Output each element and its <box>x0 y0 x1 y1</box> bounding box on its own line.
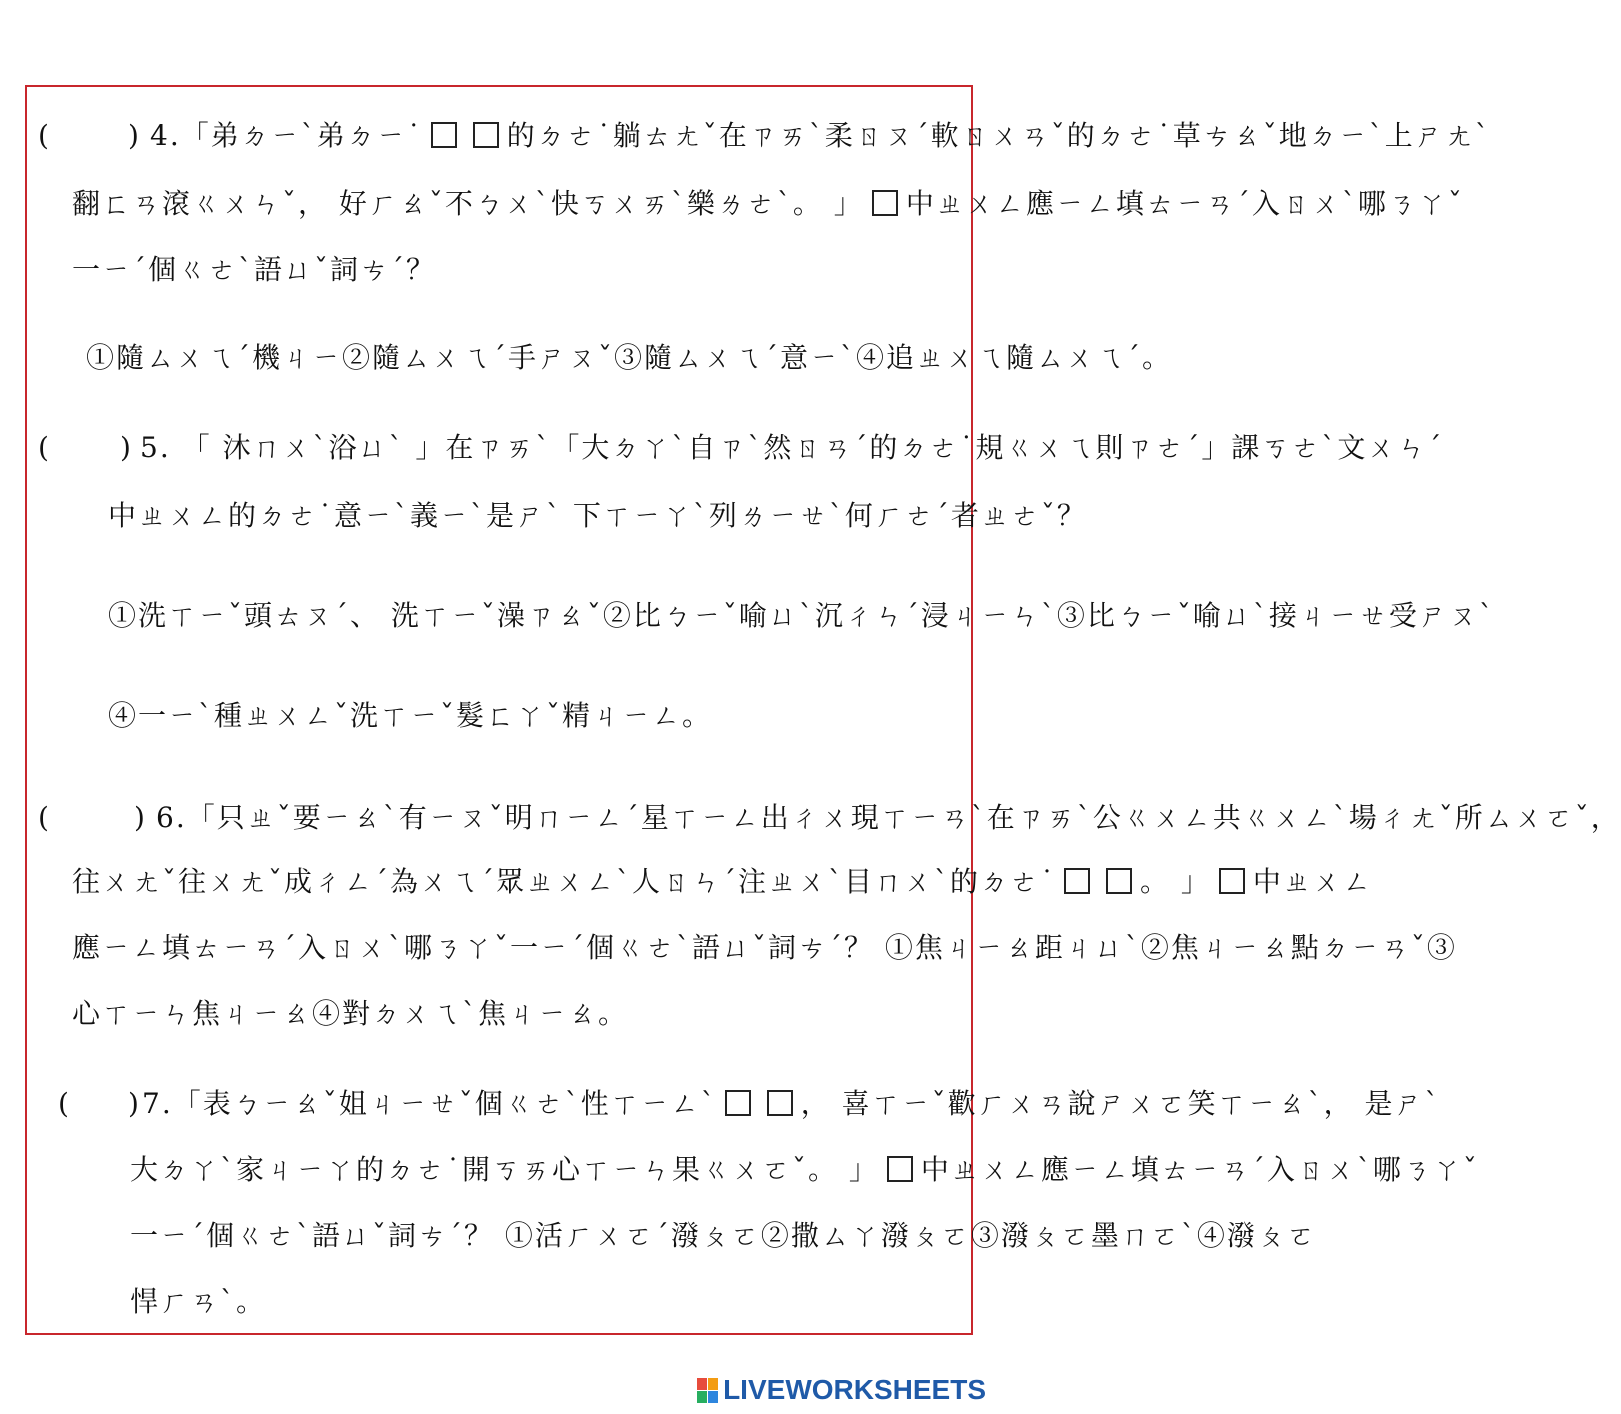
question-text: 的ㄉㄜ˙躺ㄊㄤˇ在ㄗㄞˋ柔ㄖㄡˊ軟ㄖㄨㄢˇ的ㄉㄜ˙草ㄘㄠˇ地ㄉㄧˋ上ㄕㄤˋ <box>506 119 1491 152</box>
question-text: 中ㄓㄨㄥ應ㄧㄥ填ㄊㄧㄢˊ入ㄖㄨˋ哪ㄋㄚˇ <box>905 187 1464 220</box>
answer-paren-open: ( <box>38 431 49 464</box>
blank-box <box>872 190 898 216</box>
question-text: 一ㄧˊ個ㄍㄜˋ語ㄩˇ詞ㄘˊ？ <box>72 253 437 286</box>
question-text: 悍ㄏㄢˋ。 <box>130 1285 267 1318</box>
answer-options: ④一ㄧˋ種ㄓㄨㄥˇ洗ㄒㄧˇ髮ㄈㄚˇ精ㄐㄧㄥ。 <box>108 699 713 732</box>
answer-paren-close[interactable]: ) <box>128 119 139 152</box>
answer-paren-close[interactable]: ) <box>134 801 145 834</box>
blank-box <box>767 1090 793 1116</box>
answer-paren-close[interactable]: ) <box>120 431 131 464</box>
question-text: 一ㄧˊ個ㄍㄜˋ語ㄩˇ詞ㄘˊ？ ①活ㄏㄨㄛˊ潑ㄆㄛ②撒ㄙㄚ潑ㄆㄛ③潑ㄆㄛ墨ㄇㄛˋ④潑ㄆㄛ <box>130 1219 1317 1252</box>
answer-options: ①隨ㄙㄨㄟˊ機ㄐㄧ②隨ㄙㄨㄟˊ手ㄕㄡˇ③隨ㄙㄨㄟˊ意ㄧˋ④追ㄓㄨㄟ隨ㄙㄨㄟˊ。 <box>86 341 1173 374</box>
blank-box <box>1219 868 1245 894</box>
liveworksheets-logo-icon <box>697 1376 719 1404</box>
blank-box <box>431 122 457 148</box>
question-text: 4.「弟ㄉㄧˋ弟ㄉㄧ˙ <box>150 119 423 152</box>
question-text: 7.「表ㄅㄧㄠˇ姐ㄐㄧㄝˇ個ㄍㄜˋ性ㄒㄧㄥˋ <box>142 1087 717 1120</box>
answer-paren-open: ( <box>38 119 49 152</box>
question-text: 往ㄨㄤˇ往ㄨㄤˇ成ㄔㄥˊ為ㄨㄟˊ眾ㄓㄨㄥˋ人ㄖㄣˊ注ㄓㄨˋ目ㄇㄨˋ的ㄉㄜ˙ <box>72 865 1057 898</box>
question-text: 應ㄧㄥ填ㄊㄧㄢˊ入ㄖㄨˋ哪ㄋㄚˇ一ㄧˊ個ㄍㄜˋ語ㄩˇ詞ㄘˊ？ ①焦ㄐㄧㄠ距ㄐㄩˋ②焦ㄐㄧㄠ點ㄉㄧㄢˇ③ <box>72 931 1457 964</box>
question-text: 中ㄓㄨㄥ <box>1252 865 1373 898</box>
question-text: 5. 「 沐ㄇㄨˋ浴ㄩˋ 」在ㄗㄞˋ「大ㄉㄚˋ自ㄗˋ然ㄖㄢˊ的ㄉㄜ˙規ㄍㄨㄟ則ㄗㄜˊ」課ㄎㄜˋ文ㄨㄣˊ <box>140 431 1444 464</box>
question-text: 中ㄓㄨㄥ的ㄉㄜ˙意ㄧˋ義ㄧˋ是ㄕˋ 下ㄒㄧㄚˋ列ㄌㄧㄝˋ何ㄏㄜˊ者ㄓㄜˇ？ <box>108 499 1087 532</box>
brand-name: LIVEWORKSHEETS <box>723 1374 986 1405</box>
question-text: ， 喜ㄒㄧˇ歡ㄏㄨㄢ說ㄕㄨㄛ笑ㄒㄧㄠˋ， 是ㄕˋ <box>800 1087 1441 1120</box>
blank-box <box>1064 868 1090 894</box>
liveworksheets-logo <box>697 1372 986 1408</box>
blank-box <box>725 1090 751 1116</box>
answer-paren-close[interactable]: ) <box>128 1087 139 1120</box>
question-text: 中ㄓㄨㄥ應ㄧㄥ填ㄊㄧㄢˊ入ㄖㄨˋ哪ㄋㄚˇ <box>920 1153 1479 1186</box>
question-text: 6.「只ㄓˇ要ㄧㄠˋ有ㄧㄡˇ明ㄇㄧㄥˊ星ㄒㄧㄥ出ㄔㄨ現ㄒㄧㄢˋ在ㄗㄞˋ公ㄍㄨㄥ共ㄍㄨㄥˋ場ㄔㄤˇ所ㄙㄨㄛˇ， <box>156 801 1621 834</box>
answer-paren-open: ( <box>38 801 49 834</box>
question-text: 翻ㄈㄢ滾ㄍㄨㄣˇ， 好ㄏㄠˇ不ㄅㄨˋ快ㄎㄨㄞˋ樂ㄌㄜˋ。 」 <box>72 187 864 220</box>
blank-box <box>473 122 499 148</box>
question-text: 大ㄉㄚˋ家ㄐㄧㄚ的ㄉㄜ˙開ㄎㄞ心ㄒㄧㄣ果ㄍㄨㄛˇ。 」 <box>130 1153 879 1186</box>
question-text: 。 」 <box>1140 865 1211 898</box>
answer-paren-open: ( <box>58 1087 69 1120</box>
answer-options: ①洗ㄒㄧˇ頭ㄊㄡˊ、 洗ㄒㄧˇ澡ㄗㄠˇ②比ㄅㄧˇ喻ㄩˋ沉ㄔㄣˊ浸ㄐㄧㄣˋ③比ㄅㄧˇ喻ㄩˋ接ㄐㄧㄝ受ㄕㄡˋ <box>108 599 1495 632</box>
blank-box <box>887 1156 913 1182</box>
question-text: 心ㄒㄧㄣ焦ㄐㄧㄠ④對ㄉㄨㄟˋ焦ㄐㄧㄠ。 <box>72 997 629 1030</box>
blank-box <box>1106 868 1132 894</box>
